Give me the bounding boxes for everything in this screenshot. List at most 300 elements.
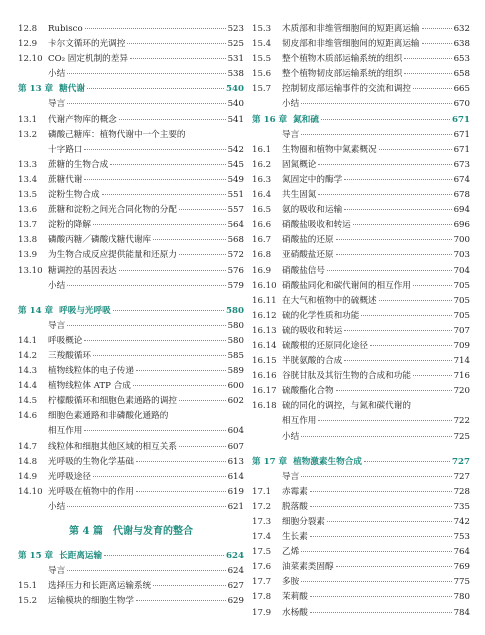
section-number: 13.3 (18, 159, 38, 170)
section-number: 17.6 (252, 562, 272, 573)
section-title: 运输模块的细胞生物学 (48, 596, 134, 607)
toc-entry[interactable] (18, 394, 244, 409)
page-number: 784 (453, 607, 470, 618)
dot-leader (344, 209, 451, 210)
page-number: 705 (453, 280, 470, 291)
dot-leader (336, 254, 452, 255)
chapter-number: 第 16 章 (252, 114, 288, 125)
toc-entry[interactable] (18, 500, 244, 515)
dot-leader (301, 436, 451, 437)
section-title: 导言 (48, 99, 66, 110)
dot-leader (344, 360, 451, 361)
section-number: 17.5 (252, 547, 272, 558)
section-title: 磷酸己糖库：植物代谢中一个主要的 (48, 129, 186, 140)
section-title: 选择压力和长距离运输系统 (48, 581, 152, 592)
dot-leader (136, 370, 226, 371)
section-title: 硝酸盐同化和碳代谢间的相互作用 (282, 280, 411, 291)
section-number: 13.1 (18, 114, 38, 125)
dot-leader (379, 149, 452, 150)
section-number: 17.9 (252, 607, 272, 618)
section-number: 14.9 (18, 471, 38, 482)
dot-leader (336, 239, 452, 240)
toc-entry[interactable] (252, 218, 470, 233)
toc-entry[interactable] (18, 173, 244, 188)
section-title: 蔗糖的生物合成 (48, 159, 109, 170)
toc-entry[interactable] (252, 515, 470, 530)
dot-leader (84, 179, 225, 180)
toc-entry[interactable] (18, 564, 244, 579)
toc-entry[interactable] (18, 485, 244, 500)
dot-leader (336, 390, 452, 391)
chapter-entry[interactable] (18, 304, 244, 319)
dot-leader (422, 43, 452, 44)
page-number: 525 (227, 39, 244, 50)
section-title: 植物线粒体的电子传递 (48, 366, 134, 377)
section-number: 16.6 (252, 220, 272, 231)
page-number: 580 (226, 305, 244, 316)
section-number: 17.1 (252, 486, 272, 497)
dot-leader (119, 270, 226, 271)
page-number: 540 (227, 99, 244, 110)
toc-entry[interactable] (18, 143, 244, 158)
page-number: 665 (453, 84, 470, 95)
dot-leader (301, 103, 451, 104)
dot-leader (310, 612, 452, 613)
dot-leader (85, 28, 226, 29)
section-title: 韧皮部和非维管细胞间的短距离运输 (282, 39, 420, 50)
page-number: 696 (453, 220, 470, 231)
toc-entry[interactable] (18, 67, 244, 82)
page-number: 727 (453, 471, 470, 482)
dot-leader (327, 521, 452, 522)
section-number: 16.4 (252, 190, 272, 201)
page-number: 671 (453, 144, 470, 155)
section-number: 16.17 (252, 386, 277, 397)
section-title: 糖调控的基因表达 (48, 265, 117, 276)
section-number: 14.3 (18, 366, 38, 377)
page-number: 704 (453, 265, 470, 276)
toc-entry[interactable] (18, 37, 244, 52)
page-number: 580 (227, 335, 244, 346)
dot-leader (93, 355, 226, 356)
dot-leader (84, 340, 225, 341)
dot-leader (301, 581, 451, 582)
chapter-number: 第 13 章 (18, 84, 54, 95)
section-title: 脱落酸 (282, 501, 308, 512)
section-title: 植物线粒体 ATP 合成 (48, 381, 131, 392)
section-title: 赤霉素 (282, 486, 308, 497)
toc-entry[interactable] (252, 52, 470, 67)
dot-leader (321, 119, 450, 120)
dot-leader (301, 551, 451, 552)
section-title: 硫的化学性质和功能 (282, 310, 360, 321)
section-title: 硝酸盐的还原 (282, 235, 334, 246)
section-number: 12.9 (18, 39, 38, 50)
toc-entry[interactable] (18, 455, 244, 470)
section-number: 16.2 (252, 159, 272, 170)
toc-entry[interactable] (18, 158, 244, 173)
dot-leader (327, 270, 452, 271)
section-title: 细胞分裂素 (282, 517, 325, 527)
page-number: 624 (227, 566, 244, 577)
chapter-number: 第 17 章 (252, 456, 288, 467)
section-number: 13.2 (18, 129, 38, 140)
chapter-entry[interactable] (252, 113, 470, 128)
section-title: 硝酸盐吸收和转运 (282, 220, 351, 231)
section-number: 15.2 (18, 596, 38, 607)
section-number: 16.8 (252, 250, 272, 261)
section-title: 线粒体和细胞其他区域的相互关系 (48, 441, 177, 452)
toc-entry[interactable] (252, 575, 470, 590)
section-title: 光呼吸在植物中的作用 (48, 486, 134, 497)
page-number: 602 (227, 396, 244, 407)
toc-entry[interactable] (252, 173, 470, 188)
section-title: 生长素 (282, 532, 308, 543)
dot-leader (310, 506, 452, 507)
section-title: 共生固氮 (282, 190, 317, 201)
section-number: 13.10 (18, 265, 43, 276)
page-number: 722 (453, 416, 470, 427)
dot-leader (67, 103, 225, 104)
dot-leader (361, 315, 451, 316)
toc-entry[interactable] (18, 52, 244, 67)
dot-leader (370, 345, 452, 346)
section-title: 小结 (48, 69, 66, 80)
section-number: 13.9 (18, 250, 38, 261)
dot-leader (404, 58, 451, 59)
page-number: 604 (227, 426, 244, 437)
toc-entry[interactable] (252, 309, 470, 324)
section-number: 17.8 (252, 592, 272, 603)
section-number: 15.6 (252, 69, 272, 80)
section-title: 水杨酸 (282, 607, 308, 618)
section-title: 茉莉酸 (282, 592, 308, 603)
page-number: 579 (227, 280, 244, 291)
page-number: 720 (453, 386, 470, 397)
page-number: 621 (227, 501, 244, 512)
toc-entry[interactable] (252, 82, 470, 97)
section-number: 17.4 (252, 532, 272, 543)
page-number: 531 (227, 54, 244, 65)
dot-leader (67, 570, 225, 571)
toc-entry[interactable] (252, 399, 470, 414)
page-number: 551 (227, 190, 244, 201)
section-title: 磷酸丙糖／磷酸戊糖代谢库 (48, 235, 152, 246)
page-number: 705 (453, 310, 470, 321)
toc-entry[interactable] (252, 354, 470, 369)
section-number: 17.2 (252, 501, 272, 512)
dot-leader (179, 209, 226, 210)
toc-entry[interactable] (252, 97, 470, 112)
section-number: 14.10 (18, 486, 43, 497)
dot-leader (93, 476, 226, 477)
toc-entry[interactable] (18, 218, 244, 233)
section-number: 14.4 (18, 381, 38, 392)
page-number: 703 (453, 250, 470, 261)
section-title: 淀粉的降解 (48, 220, 91, 231)
toc-entry[interactable] (18, 594, 244, 609)
toc-entry[interactable] (18, 128, 244, 143)
section-title: 代谢产物库的概念 (48, 114, 117, 125)
dot-leader (136, 600, 226, 601)
dot-leader (422, 28, 452, 29)
page-number: 707 (453, 325, 470, 336)
page-number: 674 (453, 174, 470, 185)
dot-leader (344, 179, 451, 180)
section-title: 细胞色素通路和非磷酸化通路的 (48, 411, 169, 422)
section-number: 13.8 (18, 235, 38, 246)
toc-entry[interactable] (252, 545, 470, 560)
section-title: 乙烯 (282, 547, 300, 558)
toc-entry[interactable] (18, 248, 244, 263)
toc-entry[interactable] (252, 233, 470, 248)
section-title: 相互作用 (282, 416, 317, 427)
dot-leader (179, 446, 226, 447)
section-number: 15.1 (18, 581, 38, 592)
toc-entry[interactable] (18, 264, 244, 279)
section-number: 15.3 (252, 24, 272, 34)
chapter-title: 氮和硫 (293, 114, 319, 125)
section-number: 16.12 (252, 310, 277, 321)
page-number: 585 (227, 350, 244, 361)
dot-leader (67, 73, 225, 74)
section-number: 12.8 (18, 24, 38, 34)
toc-entry[interactable] (252, 384, 470, 399)
page-number: 627 (227, 581, 244, 592)
section-title: 蔗糖代谢 (48, 174, 83, 185)
section-number: 13.5 (18, 190, 38, 201)
toc-entry[interactable] (252, 143, 470, 158)
section-title: 为生物合成反应提供能量和还原力 (48, 250, 177, 261)
dot-leader (153, 239, 225, 240)
page-number: 764 (453, 547, 470, 558)
toc-entry[interactable] (252, 264, 470, 279)
section-title: 柠檬酸循环和细胞色素通路的调控 (48, 396, 177, 407)
toc-entry[interactable] (252, 339, 470, 354)
toc-entry[interactable] (252, 590, 470, 605)
section-number: 14.5 (18, 396, 38, 407)
page-number: 545 (227, 159, 244, 170)
toc-entry[interactable] (18, 97, 244, 112)
dot-leader (87, 88, 224, 89)
toc-entry[interactable] (18, 470, 244, 485)
toc-entry[interactable] (252, 470, 470, 485)
toc-entry[interactable] (18, 279, 244, 294)
section-title: 导言 (282, 471, 300, 482)
section-title: 氮固定中的酶学 (282, 174, 343, 185)
toc-entry[interactable] (18, 409, 244, 424)
page-number: 709 (453, 340, 470, 351)
section-number: 16.18 (252, 401, 277, 412)
toc-entry[interactable] (18, 424, 244, 439)
section-title: 呼吸概论 (48, 335, 83, 346)
section-title: 硫的吸收和转运 (282, 325, 343, 336)
toc-entry[interactable] (252, 485, 470, 500)
section-number: 16.10 (252, 280, 277, 291)
section-title: 亚硝酸盐还原 (282, 250, 334, 261)
section-title: 十字路口 (48, 144, 83, 155)
toc-entry[interactable] (252, 248, 470, 263)
toc-entry[interactable] (252, 294, 470, 309)
toc-entry[interactable] (252, 530, 470, 545)
chapter-entry[interactable] (252, 455, 470, 470)
toc-entry[interactable] (252, 369, 470, 384)
dot-leader (344, 330, 451, 331)
toc-entry[interactable] (18, 579, 244, 594)
section-title: 硫酸酯化合物 (282, 386, 334, 397)
dot-leader (179, 400, 226, 401)
toc-entry[interactable] (252, 128, 470, 143)
toc-entry[interactable] (252, 279, 470, 294)
section-title: 生物圈和植物中氮素概况 (282, 144, 377, 155)
page-number: 624 (226, 551, 244, 561)
section-title: 导言 (48, 566, 66, 577)
section-title: 导言 (282, 129, 300, 140)
page-number: 716 (453, 371, 470, 382)
page-number: 653 (453, 54, 470, 65)
section-number: 16.11 (252, 295, 277, 306)
toc-entry[interactable] (18, 440, 244, 455)
section-title: Rubisco (48, 24, 83, 34)
page-number: 629 (227, 596, 244, 607)
section-number: 16.3 (252, 174, 272, 185)
toc-entry[interactable] (18, 22, 244, 37)
page-number: 780 (453, 592, 470, 603)
dot-leader (318, 194, 451, 195)
section-number: 14.1 (18, 335, 38, 346)
part-heading (18, 515, 244, 549)
dot-leader (364, 461, 450, 462)
dot-leader (310, 536, 452, 537)
section-title: 淀粉生物合成 (48, 190, 100, 201)
section-title: 木质部和非维管细胞间的短距离运输 (282, 24, 420, 34)
section-number: 16.1 (252, 144, 272, 155)
section-number: 16.15 (252, 356, 277, 367)
toc-entry[interactable] (252, 560, 470, 575)
chapter-entry[interactable] (18, 549, 244, 564)
dot-leader (318, 420, 451, 421)
dot-leader (353, 224, 452, 225)
dot-leader (179, 254, 226, 255)
page-number: 728 (453, 486, 470, 497)
toc-entry[interactable] (18, 334, 244, 349)
toc-entry[interactable] (252, 500, 470, 515)
dot-leader (413, 375, 452, 376)
dot-leader (84, 149, 225, 150)
section-number: 15.5 (252, 54, 272, 65)
toc-entry[interactable] (252, 158, 470, 173)
page-number: 541 (227, 114, 244, 125)
dot-leader (153, 585, 225, 586)
dot-leader (67, 506, 225, 507)
section-title: 氨的吸收和运输 (282, 205, 343, 216)
toc-entry[interactable] (18, 349, 244, 364)
toc-entry[interactable] (252, 430, 470, 445)
page-number: 775 (453, 577, 470, 588)
page-number: 523 (227, 24, 244, 34)
section-title: 小结 (48, 280, 66, 291)
page-number: 753 (453, 532, 470, 543)
section-number: 13.7 (18, 220, 38, 231)
spacer (252, 445, 470, 455)
toc-entry[interactable] (252, 188, 470, 203)
toc-entry[interactable] (252, 67, 470, 82)
page-number: 742 (453, 517, 470, 527)
dot-leader (310, 491, 452, 492)
page-number: 638 (453, 39, 470, 50)
section-number: 12.10 (18, 54, 43, 65)
toc-entry[interactable] (18, 364, 244, 379)
toc-entry[interactable] (18, 233, 244, 248)
section-title: 谷胱甘肽及其衍生物的合成和功能 (282, 371, 411, 382)
toc-entry[interactable] (18, 319, 244, 334)
page-number: 670 (453, 99, 470, 110)
section-number: 17.3 (252, 517, 272, 527)
toc-entry[interactable] (252, 37, 470, 52)
toc-entry[interactable] (18, 188, 244, 203)
page-number: 580 (227, 320, 244, 331)
section-number: 14.8 (18, 456, 38, 467)
section-number: 14.2 (18, 350, 38, 361)
page-number: 714 (453, 356, 470, 367)
page-number: 540 (226, 84, 244, 95)
section-title: 多胺 (282, 577, 300, 588)
page-number: 678 (453, 190, 470, 201)
section-number: 17.7 (252, 577, 272, 588)
part-number: 第 4 篇 (69, 526, 103, 537)
section-title: CO₂ 固定机制的差异 (48, 54, 128, 65)
toc-entry[interactable] (18, 379, 244, 394)
section-title: 硝酸盐信号 (282, 265, 325, 276)
section-title: 小结 (282, 431, 300, 442)
section-number: 16.14 (252, 340, 277, 351)
page-number: 725 (453, 431, 470, 442)
dot-leader (136, 461, 226, 462)
dot-leader (110, 164, 225, 165)
section-title: 硫酸根的还原同化途径 (282, 340, 368, 351)
dot-leader (93, 224, 226, 225)
page-number: 735 (453, 501, 470, 512)
section-number: 13.6 (18, 205, 38, 216)
page-number: 572 (227, 250, 244, 261)
section-number: 16.5 (252, 205, 272, 216)
toc-entry[interactable] (252, 203, 470, 218)
chapter-entry[interactable] (18, 82, 244, 97)
section-number: 14.7 (18, 441, 38, 452)
toc-entry[interactable] (18, 203, 244, 218)
section-title: 卡尔文循环的光调控 (48, 39, 126, 50)
toc-entry[interactable] (18, 113, 244, 128)
dot-leader (67, 325, 225, 326)
section-title: 在大气和植物中的硫概述 (282, 295, 377, 306)
toc-entry[interactable] (252, 22, 470, 37)
chapter-title: 呼吸与光呼吸 (59, 305, 111, 316)
page-number: 568 (227, 235, 244, 246)
dot-leader (133, 385, 226, 386)
toc-entry[interactable] (252, 414, 470, 429)
toc-entry[interactable] (252, 606, 470, 621)
section-title: 控制韧皮部运输事件的交流和调控 (282, 84, 411, 95)
page-number: 538 (227, 69, 244, 80)
dot-leader (67, 285, 225, 286)
toc-entry[interactable] (252, 324, 470, 339)
page-number: 632 (453, 24, 470, 34)
dot-leader (301, 134, 451, 135)
section-title: 蔗糖和淀粉之间光合同化物的分配 (48, 205, 177, 216)
page-number: 613 (227, 456, 244, 467)
dot-leader (379, 300, 452, 301)
section-title: 导言 (48, 320, 66, 331)
